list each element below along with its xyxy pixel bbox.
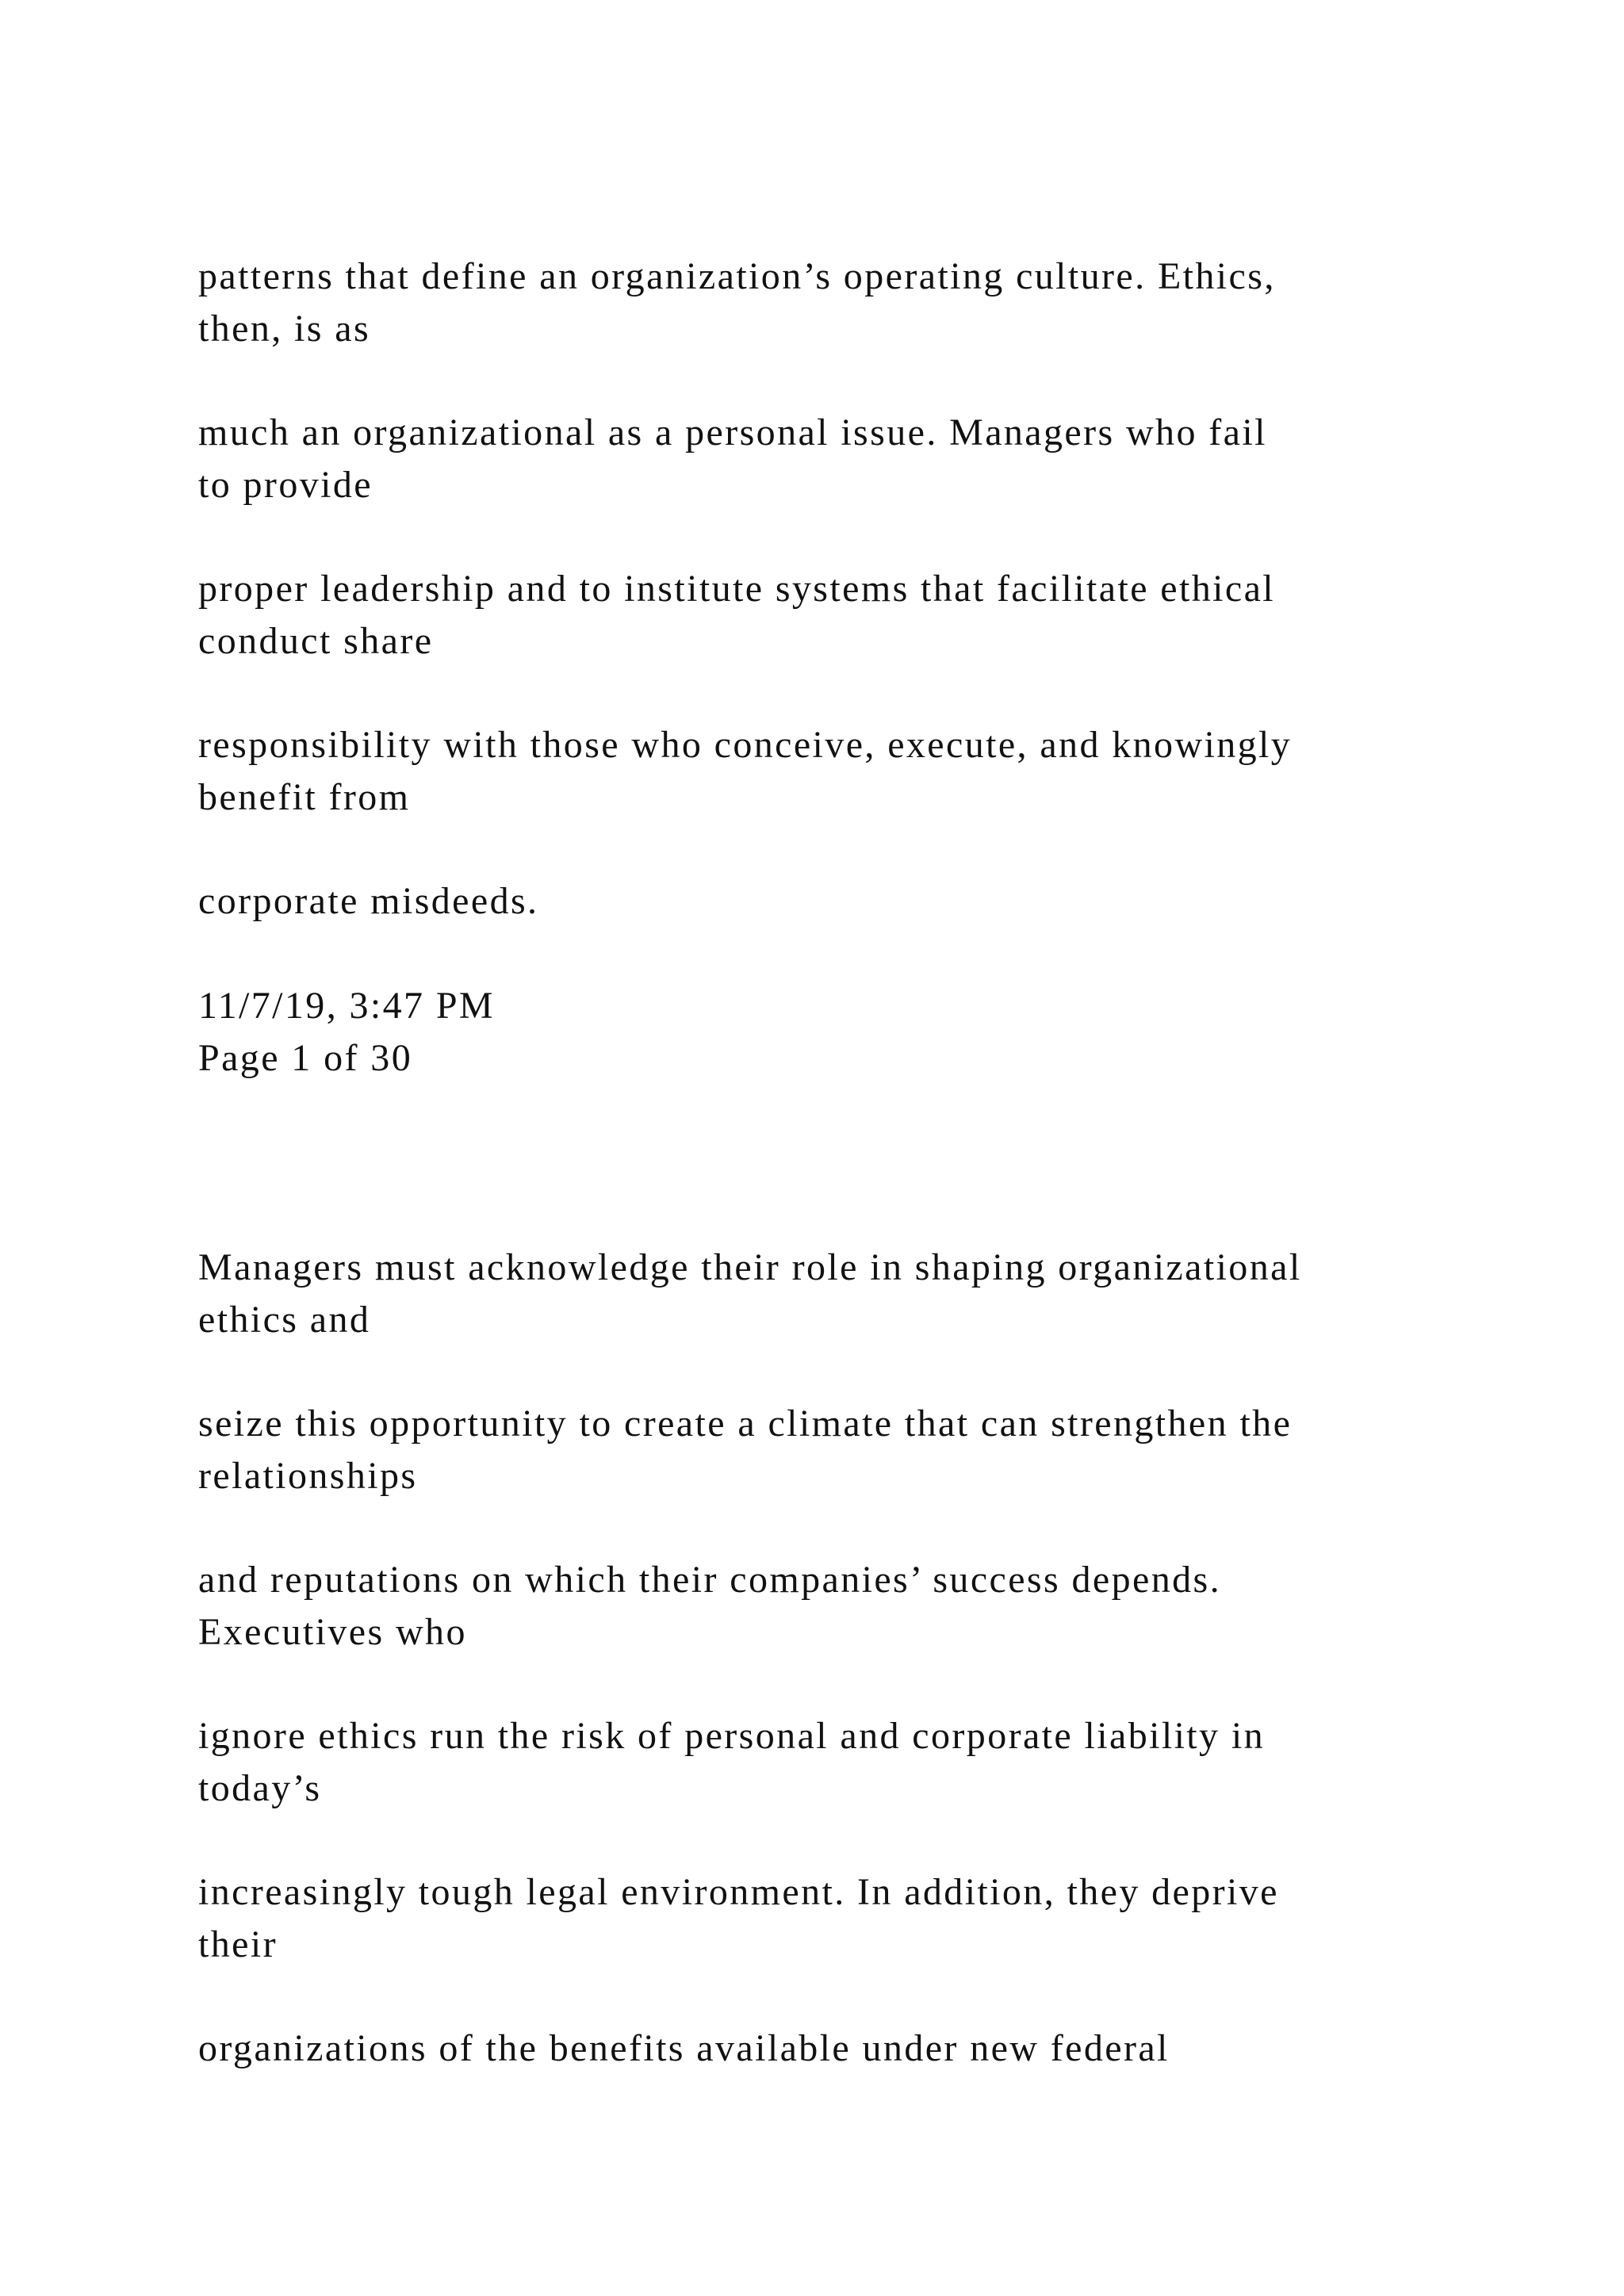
paragraph-9 (198, 1710, 1507, 1815)
paragraph-8 (198, 1554, 1507, 1659)
paragraph-line: Executives who (198, 1611, 467, 1653)
page-footer (198, 980, 1507, 1085)
paragraph-7 (198, 1398, 1507, 1502)
paragraph-line: much an organizational as a personal issue. Managers who fail (198, 411, 1267, 453)
paragraph-1 (198, 251, 1507, 355)
paragraph-line: ignore ethics run the risk of personal and corporate liability in (198, 1715, 1265, 1757)
paragraph-6 (198, 1242, 1507, 1346)
paragraph-line: increasingly tough legal environment. In addition, they deprive (198, 1871, 1279, 1913)
paragraph-2 (198, 407, 1507, 511)
paragraph-5 (198, 875, 1507, 928)
paragraph-line: ethics and (198, 1299, 371, 1341)
paragraph-11 (198, 2022, 1507, 2075)
paragraph-line: today’s (198, 1767, 322, 1809)
footer-timestamp: 11/7/19, 3:47 PM (198, 985, 496, 1027)
paragraph-line: seize this opportunity to create a climate that can strengthen the (198, 1402, 1293, 1445)
paragraph-line: corporate misdeeds. (198, 880, 539, 922)
paragraph-line: their (198, 1923, 278, 1965)
paragraph-line: to provide (198, 464, 373, 506)
paragraph-line: proper leadership and to institute systems that facilitate ethical (198, 568, 1276, 610)
footer-page-number: Page 1 of 30 (198, 1037, 413, 1079)
paragraph-line: and reputations on which their companies’ success depends. (198, 1559, 1221, 1601)
paragraph-3 (198, 563, 1507, 668)
paragraph-line: Managers must acknowledge their role in shaping organizational (198, 1246, 1302, 1288)
paragraph-10 (198, 1866, 1507, 1971)
paragraph-line: conduct share (198, 620, 434, 662)
paragraph-line: organizations of the benefits available under new federal (198, 2027, 1170, 2069)
paragraph-line: then, is as (198, 308, 371, 350)
paragraph-line: patterns that define an organization’s operating culture. Ethics, (198, 255, 1276, 297)
paragraph-4 (198, 719, 1507, 824)
paragraph-line: relationships (198, 1455, 418, 1497)
paragraph-line: responsibility with those who conceive, execute, and knowingly (198, 724, 1293, 766)
paragraph-line: benefit from (198, 776, 411, 818)
